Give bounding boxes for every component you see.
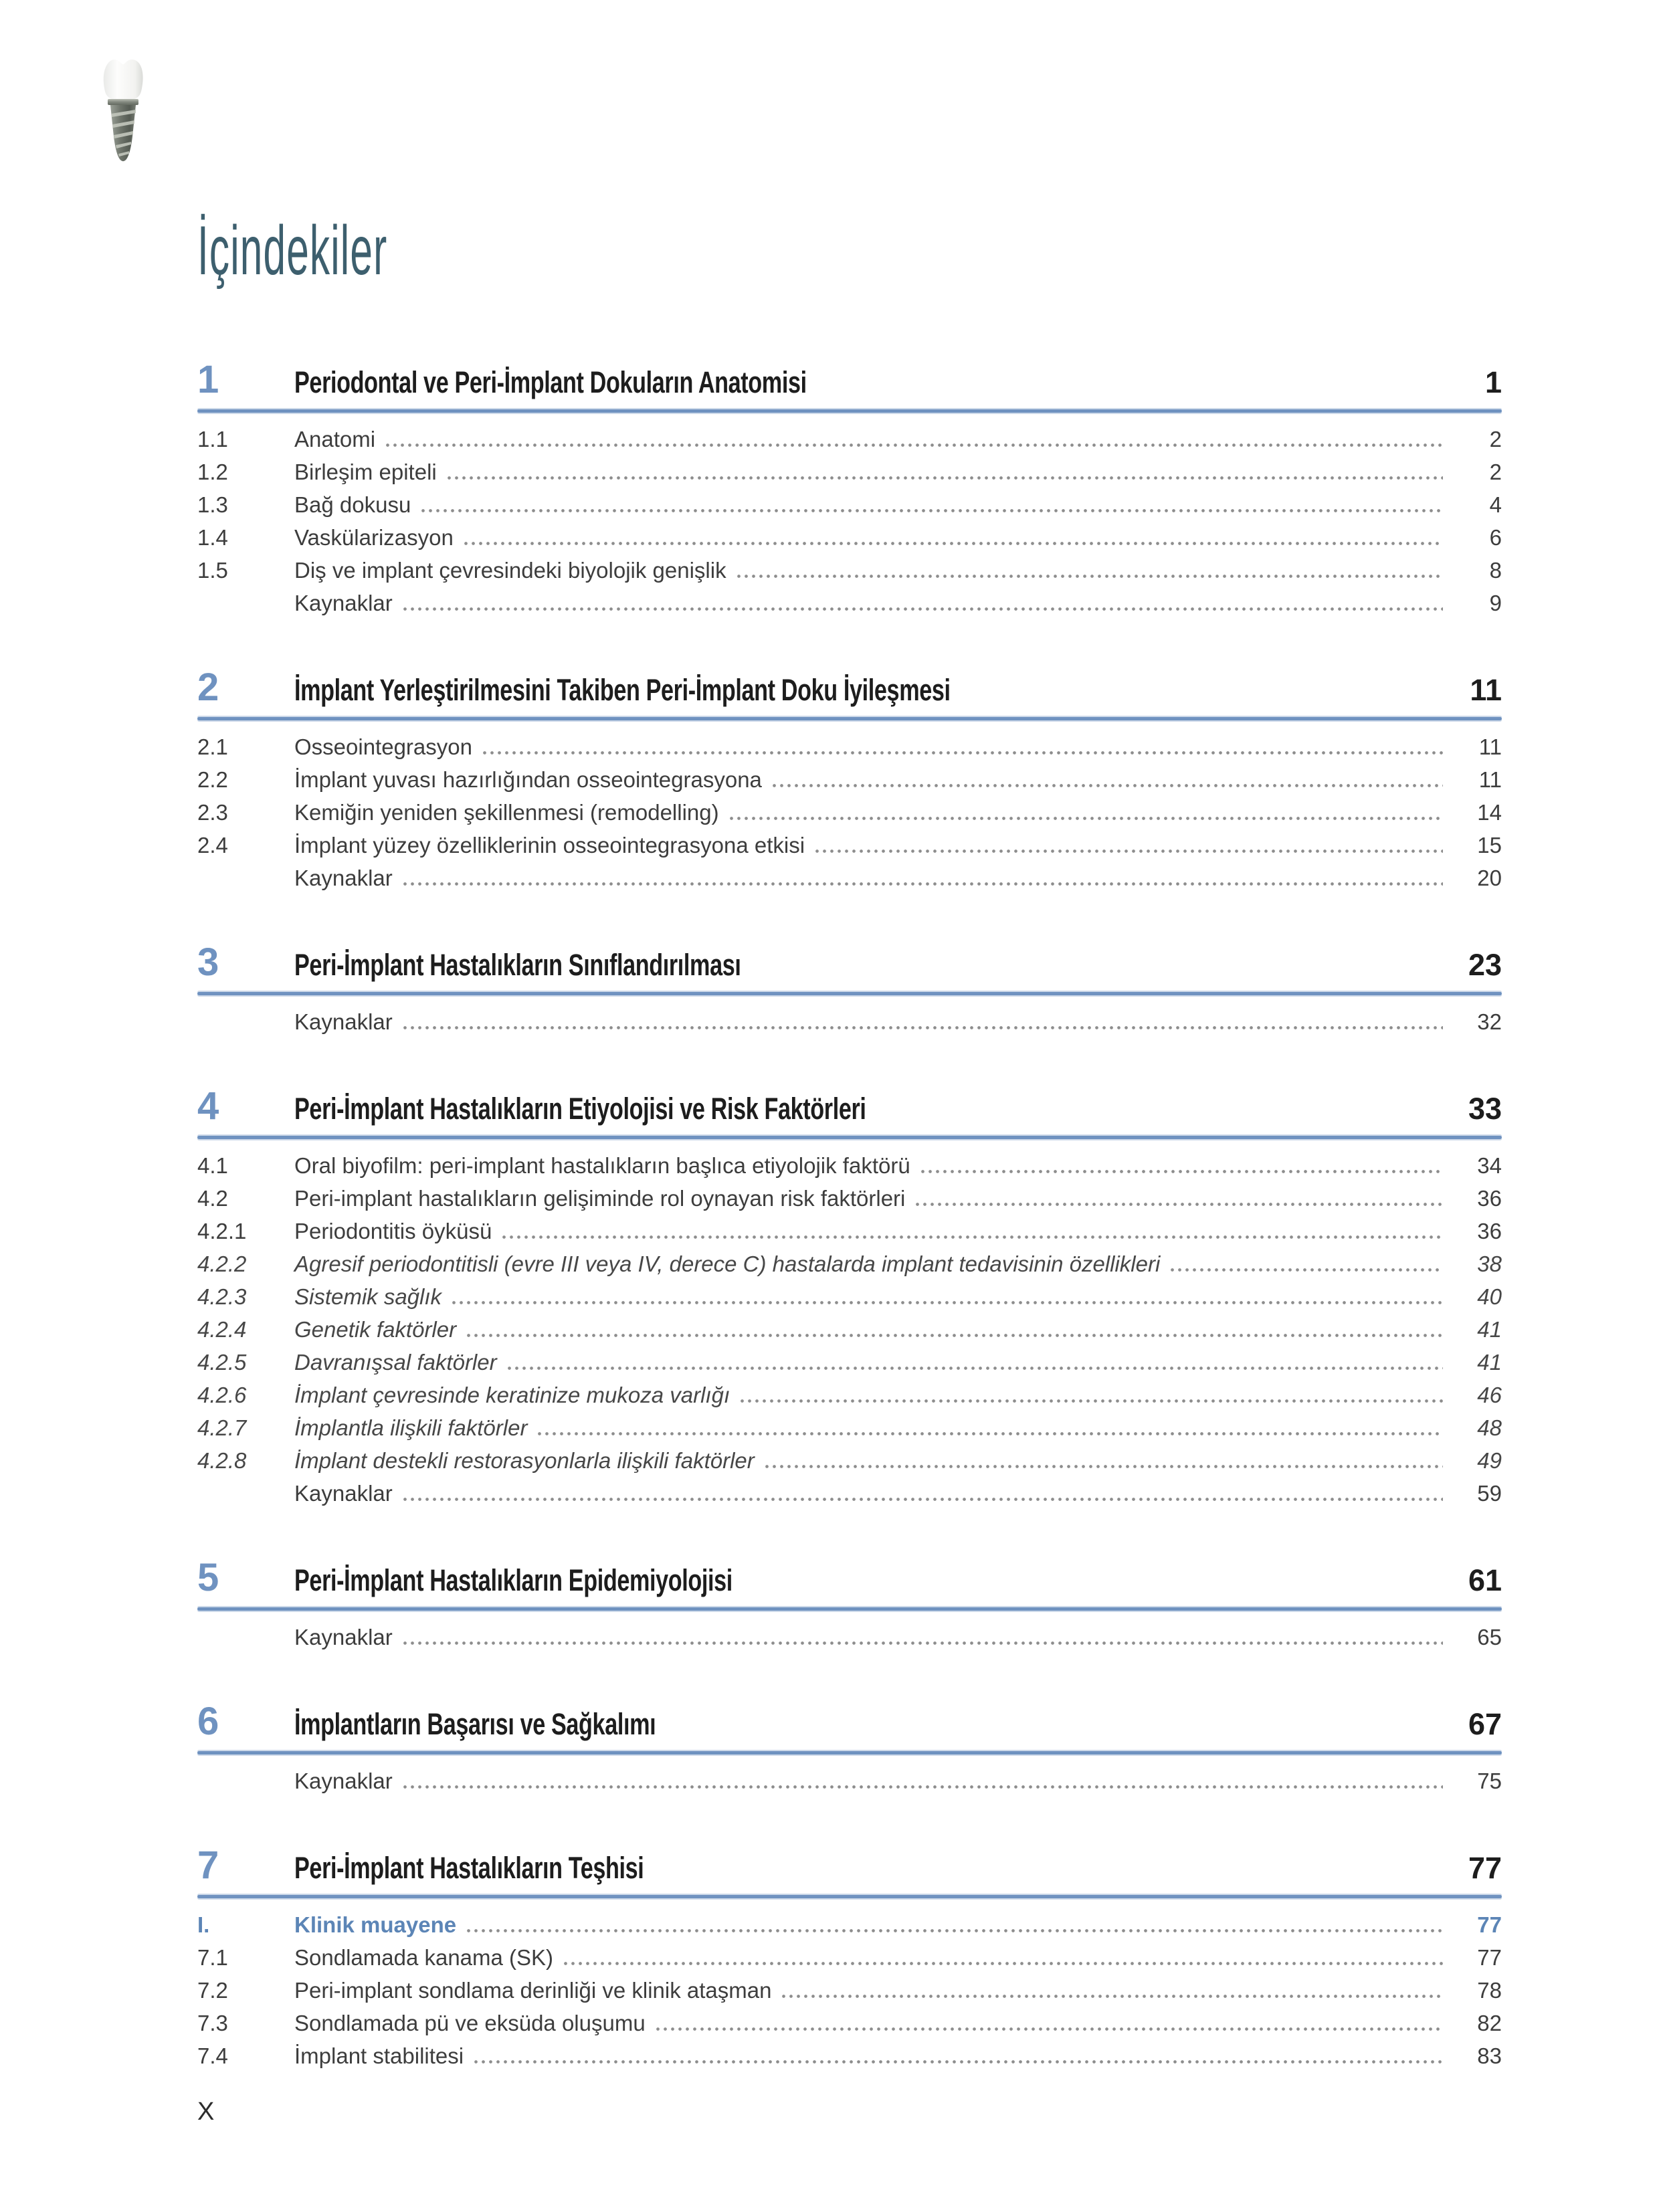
toc-chapter [197, 666, 1502, 890]
dotted-leader [403, 607, 1443, 611]
entry-page-number: 34 [1477, 1153, 1502, 1178]
chapter-number: 6 [197, 1700, 219, 1743]
entry-number: 7.3 [197, 2011, 228, 2035]
dotted-leader [916, 1203, 1443, 1206]
entry-title: Kaynaklar [294, 1481, 393, 1506]
toc-entry[interactable] [197, 768, 1502, 792]
entry-page-number: 2 [1489, 427, 1502, 451]
toc-entry[interactable] [197, 591, 1502, 615]
chapter-heading-row[interactable] [197, 358, 1502, 401]
entry-page-number: 2 [1489, 460, 1502, 484]
toc-entry[interactable] [197, 460, 1502, 484]
toc-chapter [197, 358, 1502, 615]
entry-page-number: 20 [1477, 866, 1502, 890]
dotted-leader [452, 1301, 1443, 1304]
dotted-leader [656, 2027, 1443, 2031]
chapter-number: 4 [197, 1084, 219, 1128]
entry-title: İmplant yuvası hazırlığından osseointegrasyona [294, 767, 762, 792]
toc-entry[interactable] [197, 526, 1502, 550]
chapter-heading-row[interactable] [197, 1843, 1502, 1887]
chapter-title: Peri-İmplant Hastalıkların Sınıflandırılması [294, 948, 741, 982]
chapter-number: 2 [197, 666, 219, 709]
entry-title: Bağ dokusu [294, 492, 411, 517]
chapter-number: 1 [197, 358, 219, 401]
toc-entry[interactable] [197, 1350, 1502, 1375]
chapter-page-number: 33 [1468, 1092, 1502, 1126]
chapter-heading-row[interactable] [197, 1084, 1502, 1128]
chapter-title: Peri-İmplant Hastalıkların Etiyolojisi ve Risk Faktörleri [294, 1092, 866, 1126]
entry-title: İmplant stabilitesi [294, 2043, 464, 2068]
dotted-leader [765, 1465, 1443, 1468]
toc-entry[interactable] [197, 1482, 1502, 1506]
entry-number: 1.2 [197, 460, 228, 484]
toc-entry[interactable] [197, 1187, 1502, 1211]
entry-page-number: 49 [1477, 1448, 1502, 1473]
chapter-entries [197, 1139, 1502, 1506]
page-title: İçindekiler [197, 212, 388, 290]
toc-chapter [197, 1843, 1502, 2068]
toc-entry[interactable] [197, 801, 1502, 825]
entry-page-number: 83 [1477, 2043, 1502, 2068]
entry-page-number: 40 [1477, 1284, 1502, 1309]
toc-entry[interactable] [197, 1010, 1502, 1034]
entry-title: Birleşim epiteli [294, 460, 437, 484]
dotted-leader [403, 1498, 1443, 1501]
toc-chapter [197, 940, 1502, 1034]
toc-entry[interactable] [197, 866, 1502, 890]
entry-title: Kaynaklar [294, 1625, 393, 1649]
dotted-leader [502, 1235, 1443, 1239]
chapter-entries [197, 1754, 1502, 1793]
toc-entry[interactable] [197, 735, 1502, 759]
entry-page-number: 48 [1477, 1415, 1502, 1440]
chapter-heading-row[interactable] [197, 940, 1502, 984]
toc-entry[interactable] [197, 1285, 1502, 1309]
chapter-title: Peri-İmplant Hastalıkların Epidemiyolojisi [294, 1563, 733, 1597]
chapter-title: Periodontal ve Peri-İmplant Dokuların Anatomisi [294, 365, 807, 399]
toc-chapter [197, 1556, 1502, 1649]
entry-title: Sistemik sağlık [294, 1284, 442, 1309]
entry-title: Diş ve implant çevresindeki biyolojik genişlik [294, 558, 726, 583]
footer-page-number: X [197, 2098, 215, 2126]
entry-title: Kaynaklar [294, 1009, 393, 1034]
entry-page-number: 4 [1489, 492, 1502, 517]
entry-title: Kaynaklar [294, 1769, 393, 1793]
entry-page-number: 8 [1489, 558, 1502, 583]
dotted-leader [467, 1334, 1443, 1337]
entry-page-number: 77 [1477, 1912, 1502, 1937]
chapter-number: 3 [197, 940, 219, 984]
entry-title: Peri-implant hastalıkların gelişiminde rol oynayan risk faktörleri [294, 1186, 906, 1211]
entry-number: 2.4 [197, 833, 228, 858]
entry-number: 4.1 [197, 1153, 228, 1178]
toc-entry[interactable] [197, 1252, 1502, 1276]
chapter-page-number: 77 [1468, 1851, 1502, 1885]
entry-number: I. [197, 1912, 210, 1937]
dental-implant-icon [99, 56, 147, 163]
toc-entry[interactable] [197, 1625, 1502, 1649]
toc-entry[interactable] [197, 1219, 1502, 1243]
dotted-leader [474, 2060, 1443, 2064]
chapter-title: İmplant Yerleştirilmesini Takiben Peri-İmplant Doku İyileşmesi [294, 673, 951, 707]
dotted-leader [782, 1995, 1443, 1998]
entry-page-number: 59 [1477, 1481, 1502, 1506]
entry-title: Anatomi [294, 427, 376, 451]
chapter-entries [197, 1611, 1502, 1649]
chapter-heading-row[interactable] [197, 1700, 1502, 1743]
entry-number: 7.1 [197, 1945, 228, 1970]
entry-page-number: 36 [1477, 1186, 1502, 1211]
entry-title: Klinik muayene [294, 1912, 457, 1937]
dotted-leader [464, 542, 1443, 545]
entry-number: 1.3 [197, 492, 228, 517]
entry-number: 4.2.5 [197, 1350, 247, 1375]
entry-number: 4.2.6 [197, 1383, 247, 1407]
dotted-leader [448, 476, 1443, 480]
entry-number: 4.2.3 [197, 1284, 247, 1309]
entry-page-number: 32 [1477, 1009, 1502, 1034]
entry-title: Oral biyofilm: peri-implant hastalıkların başlıca etiyolojik faktörü [294, 1153, 910, 1178]
chapter-page-number: 67 [1468, 1707, 1502, 1741]
chapter-entries [197, 413, 1502, 615]
entry-page-number: 11 [1478, 767, 1502, 792]
entry-title: Periodontitis öyküsü [294, 1219, 492, 1243]
dotted-leader [386, 443, 1443, 447]
dotted-leader [737, 575, 1443, 578]
entry-number: 7.2 [197, 1978, 228, 2003]
toc-entry[interactable] [197, 1416, 1502, 1440]
entry-title: Davranışsal faktörler [294, 1350, 497, 1375]
entry-page-number: 41 [1477, 1350, 1502, 1375]
toc-entry[interactable] [197, 559, 1502, 583]
toc-entry[interactable] [197, 1946, 1502, 1970]
entry-page-number: 75 [1477, 1769, 1502, 1793]
toc-chapter [197, 1084, 1502, 1506]
entry-page-number: 14 [1477, 800, 1502, 825]
entry-page-number: 9 [1489, 591, 1502, 615]
chapter-page-number: 61 [1468, 1563, 1502, 1597]
entry-number: 4.2.4 [197, 1317, 247, 1342]
toc-entry[interactable] [197, 1913, 1502, 1937]
entry-title: Sondlamada pü ve eksüda oluşumu [294, 2011, 646, 2035]
entry-title: Kaynaklar [294, 591, 393, 615]
chapter-title: Peri-İmplant Hastalıkların Teşhisi [294, 1851, 644, 1885]
entry-title: Peri-implant sondlama derinliği ve klinik ataşman [294, 1978, 772, 2003]
chapter-title: İmplantların Başarısı ve Sağkalımı [294, 1707, 656, 1741]
entry-number: 2.3 [197, 800, 228, 825]
dotted-leader [403, 1026, 1443, 1029]
toc-entry[interactable] [197, 1154, 1502, 1178]
dotted-leader [730, 817, 1443, 820]
entry-title: İmplant yüzey özelliklerinin osseointegrasyona etkisi [294, 833, 805, 858]
chapter-heading-row[interactable] [197, 1556, 1502, 1599]
dotted-leader [508, 1367, 1443, 1370]
entry-page-number: 46 [1477, 1383, 1502, 1407]
chapter-number: 7 [197, 1843, 219, 1887]
toc-entry[interactable] [197, 833, 1502, 858]
entry-title: Agresif periodontitisli (evre III veya IV, derece C) hastalarda implant tedavisinin özellikleri [294, 1251, 1161, 1276]
entry-number: 1.4 [197, 525, 228, 550]
dotted-leader [741, 1399, 1443, 1403]
entry-number: 2.1 [197, 734, 228, 759]
entry-page-number: 78 [1477, 1978, 1502, 2003]
entry-number: 4.2.8 [197, 1448, 247, 1473]
toc-entry[interactable] [197, 1318, 1502, 1342]
entry-number: 1.1 [197, 427, 228, 451]
dotted-leader [538, 1432, 1443, 1435]
dotted-leader [564, 1962, 1443, 1965]
entry-page-number: 38 [1477, 1251, 1502, 1276]
toc-entry[interactable] [197, 1979, 1502, 2003]
entry-title: İmplant çevresinde keratinize mukoza varlığı [294, 1383, 730, 1407]
entry-number: 4.2 [197, 1186, 228, 1211]
entry-page-number: 77 [1477, 1945, 1502, 1970]
dotted-leader [1171, 1268, 1443, 1272]
toc-entry[interactable] [197, 493, 1502, 517]
entry-number: 1.5 [197, 558, 228, 583]
toc-entry[interactable] [197, 1449, 1502, 1473]
entry-number: 4.2.1 [197, 1219, 247, 1243]
entry-title: Genetik faktörler [294, 1317, 457, 1342]
toc-entry[interactable] [197, 1383, 1502, 1407]
toc-entry[interactable] [197, 1769, 1502, 1793]
entry-title: Kemiğin yeniden şekillenmesi (remodelling) [294, 800, 719, 825]
chapter-entries [197, 995, 1502, 1034]
dotted-leader [403, 1641, 1443, 1645]
toc [197, 341, 1502, 2077]
toc-chapter [197, 1700, 1502, 1793]
dotted-leader [483, 751, 1443, 755]
toc-entry[interactable] [197, 2011, 1502, 2035]
entry-title: Sondlamada kanama (SK) [294, 1945, 554, 1970]
dotted-leader [421, 509, 1443, 512]
chapter-entries [197, 1898, 1502, 2068]
entry-number: 4.2.2 [197, 1251, 247, 1276]
entry-page-number: 11 [1478, 734, 1502, 759]
entry-title: Kaynaklar [294, 866, 393, 890]
entry-page-number: 82 [1477, 2011, 1502, 2035]
toc-entry[interactable] [197, 2044, 1502, 2068]
chapter-heading-row[interactable] [197, 666, 1502, 709]
entry-number: 2.2 [197, 767, 228, 792]
entry-title: Vaskülarizasyon [294, 525, 454, 550]
toc-entry[interactable] [197, 427, 1502, 451]
dotted-leader [403, 1785, 1443, 1789]
dotted-leader [403, 882, 1443, 886]
entry-page-number: 65 [1477, 1625, 1502, 1649]
entry-number: 7.4 [197, 2043, 228, 2068]
entry-page-number: 36 [1477, 1219, 1502, 1243]
chapter-page-number: 23 [1468, 948, 1502, 982]
entry-page-number: 15 [1477, 833, 1502, 858]
chapter-page-number: 1 [1484, 365, 1502, 399]
chapter-page-number: 11 [1470, 673, 1502, 707]
dotted-leader [815, 849, 1443, 853]
dotted-leader [773, 784, 1443, 787]
entry-page-number: 41 [1477, 1317, 1502, 1342]
entry-page-number: 6 [1489, 525, 1502, 550]
chapter-entries [197, 720, 1502, 890]
dotted-leader [467, 1929, 1443, 1932]
dotted-leader [921, 1170, 1443, 1173]
entry-title: İmplantla ilişkili faktörler [294, 1415, 528, 1440]
chapter-number: 5 [197, 1556, 219, 1599]
entry-title: Osseointegrasyon [294, 734, 472, 759]
entry-title: İmplant destekli restorasyonlarla ilişkili faktörler [294, 1448, 755, 1473]
entry-number: 4.2.7 [197, 1415, 247, 1440]
